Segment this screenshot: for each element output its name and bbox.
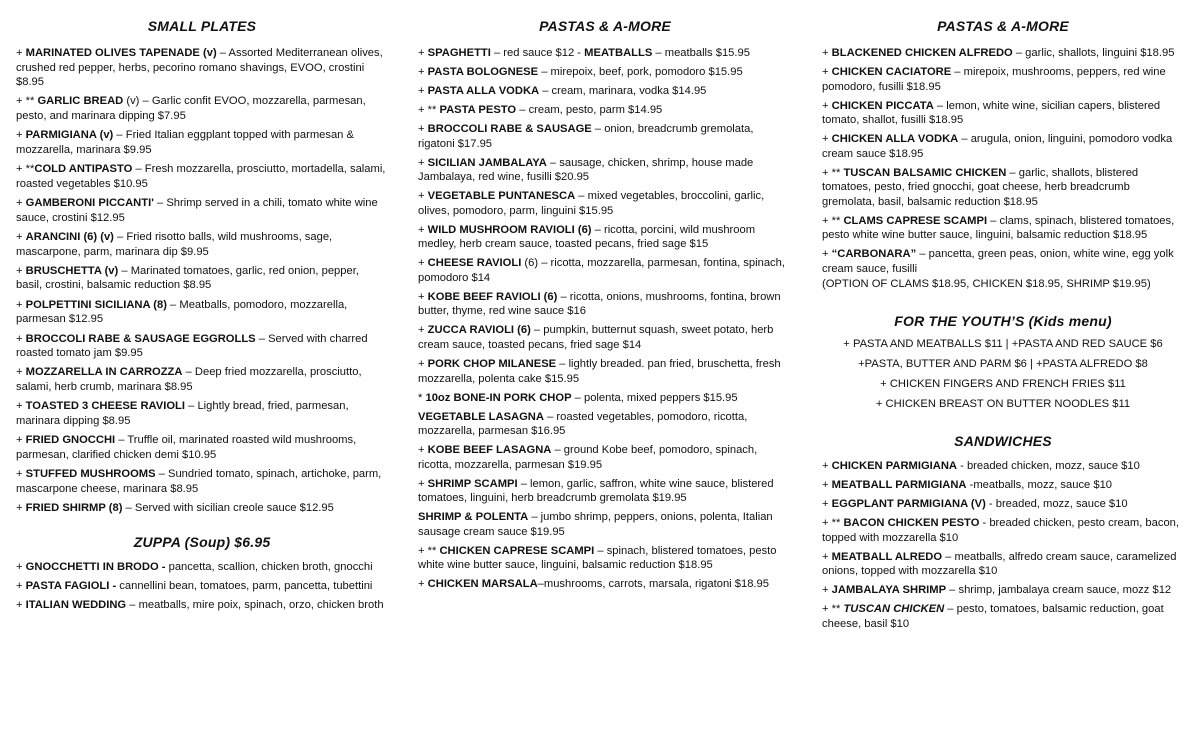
- menu-item: [822, 516, 1184, 545]
- menu-item: [16, 399, 388, 428]
- item-prefix: +: [822, 99, 832, 112]
- item-name: BACON CHICKEN PESTO: [843, 517, 980, 530]
- item-prefix: +: [16, 264, 26, 277]
- section-title-sandwiches: SANDWICHES: [954, 433, 1052, 450]
- item-name: CHICKEN PARMIGIANA: [831, 460, 957, 473]
- item-description: – mixed vegetables, broccolini, garlic, olives, pomodoro, parm, linguini $15.95: [418, 190, 765, 217]
- item-prefix: +: [822, 65, 832, 78]
- item-name: ITALIAN WEDDING: [25, 599, 127, 612]
- item-description: cannellini bean, tomatoes, parm, pancetta, tubettini: [116, 579, 373, 592]
- item-description: – lightly breaded. pan fried, bruschetta, fresh mozzarella, polenta cake $15.95: [418, 357, 781, 385]
- item-name: MEATBALL PARMIGIANA: [831, 479, 967, 492]
- item-name: GAMBERONI PICCANTI': [25, 197, 154, 210]
- item-description: – garlic, shallots, linguini $18.95: [1012, 47, 1175, 59]
- item-prefix: +: [16, 129, 26, 142]
- menu-item: [16, 298, 388, 327]
- item-prefix: +: [16, 400, 26, 413]
- item-name: CHICKEN CACIATORE: [831, 65, 952, 78]
- item-prefix: + **: [16, 163, 35, 176]
- item-description: – cream, marinara, vodka $14.95: [539, 84, 707, 97]
- item-prefix: *: [418, 391, 426, 404]
- item-description: – cream, pesto, parm $14.95: [516, 103, 663, 116]
- item-description: (6) – ricotta, mozzarella, parmesan, fontina, spinach, pomodoro $14: [418, 257, 785, 284]
- item-name: CHEESE RAVIOLI: [427, 257, 522, 270]
- menu-item: [418, 290, 792, 319]
- item-name: COLD ANTIPASTO: [34, 163, 133, 176]
- item-description: – Fresh mozzarella, prosciutto, mortadella, salami, roasted vegetables $10.95: [16, 163, 386, 190]
- item-name: SHRIMP & POLENTA: [418, 511, 529, 524]
- menu-item: [16, 433, 388, 462]
- item-description: – pancetta, green peas, onion, white wine, egg yolk cream sauce, fusilli: [822, 248, 1174, 276]
- menu-column-middle: [418, 0, 792, 596]
- item-name: PASTA FAGIOLI -: [25, 579, 117, 592]
- item-prefix: +: [16, 501, 26, 514]
- menu-item: [418, 156, 792, 185]
- menu-item: [822, 46, 1184, 61]
- menu-item: [418, 103, 792, 118]
- sandwiches-list: [822, 459, 1184, 631]
- item-prefix: + **: [822, 166, 844, 179]
- item-prefix: +: [822, 584, 832, 597]
- item-prefix: +: [822, 248, 832, 261]
- menu-item: [418, 357, 792, 386]
- menu-item: [418, 410, 792, 439]
- item-name: ZUCCA RAVIOLI (6): [427, 324, 531, 337]
- menu-item: [418, 544, 792, 573]
- item-prefix: + **: [822, 214, 844, 227]
- item-description: – pesto, tomatoes, balsamic reduction, goat cheese, basil $10: [822, 603, 1164, 630]
- item-name: POLPETTINI SICILIANA (8): [25, 298, 167, 311]
- item-description: – sausage, chicken, shrimp, house made Jambalaya, red wine, fusilli $20.95: [418, 156, 754, 184]
- menu-item: [418, 577, 792, 592]
- menu-item: [418, 189, 792, 218]
- item-name: ARANCINI (6) (v): [25, 230, 114, 243]
- item-name: WILD MUSHROOM RAVIOLI (6): [427, 223, 592, 236]
- item-description: – Assorted Mediterranean olives, crushed red pepper, herbs, pecorino romano shavings, EVOO, crostini $8.95: [16, 47, 383, 89]
- item-description: – Deep fried mozzarella, prosciutto, salami, herb crumb, marinara $8.95: [16, 366, 362, 394]
- kids-menu-line: + CHICKEN FINGERS AND FRENCH FRIES $11: [880, 377, 1126, 390]
- item-prefix: +: [16, 47, 26, 59]
- item-description: – clams, spinach, blistered tomatoes, pesto white wine butter sauce, linguini, balsamic reduction $18.95: [822, 214, 1175, 242]
- item-description: – shrimp, jambalaya cream sauce, mozz $12: [946, 584, 1172, 597]
- item-prefix: +: [418, 257, 428, 270]
- item-description: – spinach, blistered tomatoes, pesto white wine butter sauce, linguini, balsamic reduction $18.95: [418, 544, 777, 572]
- item-prefix: +: [16, 468, 26, 481]
- menu-item: [822, 459, 1184, 474]
- item-description: – Served with sicilian creole sauce $12.95: [122, 501, 334, 514]
- item-description: – Meatballs, pomodoro, mozzarella, parmesan $12.95: [16, 298, 348, 326]
- menu-item: [822, 132, 1184, 161]
- menu-item: [16, 230, 388, 259]
- section-title-pastas: PASTAS & A-MORE: [539, 18, 671, 34]
- item-prefix: +: [822, 460, 832, 473]
- item-description: – Fried Italian eggplant topped with parmesan & mozzarella, marinara $9.95: [16, 129, 354, 156]
- pastas-list-2: [822, 46, 1184, 291]
- item-description: -meatballs, mozz, sauce $10: [966, 479, 1113, 492]
- item-name: BLACKENED CHICKEN ALFREDO: [831, 47, 1013, 59]
- menu-item: [822, 550, 1184, 579]
- section-title-small-plates: SMALL PLATES: [147, 18, 257, 34]
- item-name: PASTA PESTO: [439, 103, 517, 116]
- item-description: – lemon, garlic, saffron, white wine sauce, blistered tomatoes, linguini, herb breadcrumb gremolata $19.95: [418, 477, 774, 505]
- item-description: – onion, breadcrumb gremolata, rigatoni $17.95: [418, 122, 754, 150]
- item-prefix: +: [16, 599, 26, 612]
- item-prefix: +: [16, 579, 26, 592]
- item-description: – arugula, onion, linguini, pomodoro vodka cream sauce $18.95: [822, 133, 1173, 160]
- item-prefix: +: [418, 122, 428, 135]
- item-prefix: + **: [822, 517, 844, 530]
- item-description: – Marinated tomatoes, garlic, red onion, pepper, basil, crostini, balsamic reduction $8.95: [16, 264, 359, 292]
- menu-item: [16, 365, 388, 394]
- item-name: TUSCAN CHICKEN: [843, 603, 945, 616]
- item-prefix: +: [822, 133, 832, 146]
- item-name: FRIED GNOCCHI: [25, 434, 116, 447]
- item-prefix: + **: [822, 603, 844, 616]
- item-description: - breaded chicken, pesto cream, bacon, topped with mozzarella $10: [822, 517, 1180, 544]
- item-name: FRIED SHIRMP (8): [25, 501, 123, 514]
- menu-item: [418, 46, 792, 61]
- item-description: – Truffle oil, marinated roasted wild mushrooms, parmesan, clarified chicken demi $10.95: [16, 434, 357, 461]
- item-name: VEGETABLE PUNTANESCA: [427, 190, 576, 203]
- item-prefix: +: [418, 65, 428, 78]
- item-description: – Shrimp served in a chili, tomato white wine sauce, crostini $12.95: [16, 197, 378, 224]
- item-prefix: +: [418, 156, 428, 169]
- item-description: – ricotta, porcini, wild mushroom medley, herb cream sauce, toasted pecans, fried sage $15: [418, 223, 756, 251]
- menu-item: [418, 510, 792, 539]
- item-name: JAMBALAYA SHRIMP: [831, 584, 947, 597]
- item-name: SHRIMP SCAMPI: [427, 477, 518, 490]
- item-name: MARINATED OLIVES TAPENADE (v): [25, 47, 217, 59]
- menu-item: [16, 196, 388, 225]
- menu-item: [16, 598, 388, 613]
- menu-item: [418, 256, 792, 285]
- menu-item: [418, 65, 792, 80]
- menu-item: [822, 65, 1184, 94]
- item-description: – lemon, white wine, sicilian capers, blistered tomato, shallot, fusilli $18.95: [822, 99, 1161, 127]
- item-description: – ricotta, onions, mushrooms, fontina, brown butter, thyme, red wine sauce $16: [418, 290, 781, 318]
- item-prefix: +: [418, 290, 428, 303]
- menu-item: [822, 247, 1184, 291]
- item-name: SPAGHETTI: [427, 47, 491, 59]
- item-description: – meatballs, alfredo cream sauce, caramelized onions, topped with mozzarella $10: [822, 550, 1177, 578]
- item-name: SICILIAN JAMBALAYA: [427, 156, 547, 169]
- section-title-kids: FOR THE YOUTH’S (Kids menu): [894, 313, 1112, 330]
- menu-item: [16, 332, 388, 361]
- item-name: KOBE BEEF LASAGNA: [427, 444, 552, 457]
- menu-item: [16, 501, 388, 516]
- item-name: MOZZARELLA IN CARROZZA: [25, 366, 183, 379]
- menu-item: [822, 602, 1184, 631]
- item-description: – Lightly bread, fried, parmesan, marinara dipping $8.95: [16, 400, 349, 427]
- item-name: CHICKEN MARSALA: [427, 578, 538, 591]
- item-description: – meatballs, mire poix, spinach, orzo, chicken broth: [126, 599, 384, 612]
- item-name: KOBE BEEF RAVIOLI (6): [427, 290, 558, 303]
- kids-menu-line: + PASTA AND MEATBALLS $11 | +PASTA AND RED SAUCE $6: [843, 338, 1163, 351]
- small-plates-list: [16, 46, 388, 516]
- menu-item: [16, 94, 388, 123]
- item-description: - breaded, mozz, sauce $10: [985, 498, 1128, 511]
- menu-item: [822, 166, 1184, 210]
- menu-item: [822, 214, 1184, 243]
- item-prefix: +: [418, 578, 428, 591]
- item-prefix: +: [418, 357, 428, 370]
- item-prefix: +: [418, 444, 428, 457]
- item-prefix: +: [16, 197, 26, 210]
- item-prefix: +: [16, 366, 26, 379]
- item-name: MEATBALL ALREDO: [831, 550, 943, 563]
- item-name: GARLIC BREAD: [37, 95, 124, 108]
- item-prefix: +: [418, 47, 428, 59]
- item-description: – ground Kobe beef, pomodoro, spinach, ricotta, mozzarella, parmesan $19.95: [418, 444, 758, 471]
- item-name: CHICKEN ALLA VODKA: [831, 133, 959, 146]
- item-description: (v) – Garlic confit EVOO, mozzarella, parmesan, pesto, and marinara dipping $7.95: [16, 95, 366, 123]
- item-name: TOASTED 3 CHEESE RAVIOLI: [25, 400, 186, 413]
- item-description: – polenta, mixed peppers $15.95: [571, 391, 738, 404]
- item-description: – Fried risotto balls, wild mushrooms, sage, mascarpone, parm, marinara dip $9.95: [16, 230, 333, 258]
- item-description: – roasted vegetables, pomodoro, ricotta, mozzarella, parmesan $16.95: [418, 410, 748, 438]
- item-prefix: +: [822, 479, 832, 492]
- item-prefix: + **: [418, 103, 440, 116]
- item-description: - breaded chicken, mozz, sauce $10: [957, 460, 1140, 473]
- item-name: PASTA BOLOGNESE: [427, 65, 539, 78]
- menu-item: [418, 122, 792, 151]
- item-description: – garlic, shallots, blistered tomatoes, pesto, fried gnocchi, goat cheese, herb breadcrumb gremolata, basil, balsamic reduction $18.95: [822, 166, 1139, 208]
- menu-item: [16, 467, 388, 496]
- item-options: (OPTION OF CLAMS $18.95, CHICKEN $18.95, SHRIMP $19.95): [822, 277, 1151, 290]
- item-name: BRUSCHETTA (v): [25, 264, 119, 277]
- item-name: STUFFED MUSHROOMS: [25, 468, 156, 481]
- item-description: – red sauce $12 -: [490, 47, 585, 59]
- item-name: PASTA ALLA VODKA: [427, 84, 540, 97]
- item-name: BROCCOLI RABE & SAUSAGE EGGROLLS: [25, 332, 256, 345]
- item-prefix: +: [822, 498, 832, 511]
- menu-item: [822, 497, 1184, 512]
- item-name: CLAMS CAPRESE SCAMPI: [843, 214, 988, 227]
- item-description: – pumpkin, butternut squash, sweet potato, herb cream sauce, toasted pecans, fried sage $14: [418, 324, 774, 351]
- menu-column-right: [822, 0, 1184, 636]
- menu-item: [16, 560, 388, 575]
- item-prefix: +: [418, 324, 428, 337]
- menu-column-left: [16, 0, 388, 617]
- item-description: – Served with charred roasted tomato jam $9.95: [16, 332, 368, 360]
- menu-item: [822, 478, 1184, 493]
- menu-item: [418, 323, 792, 352]
- item-description: pancetta, scallion, chicken broth, gnocchi: [165, 560, 373, 573]
- item-prefix: +: [16, 332, 26, 345]
- item-name: GNOCCHETTI IN BRODO -: [25, 560, 166, 573]
- menu-item: [16, 579, 388, 594]
- item-prefix: +: [418, 190, 428, 203]
- item-name: TUSCAN BALSAMIC CHICKEN: [843, 166, 1007, 179]
- item-prefix: +: [418, 84, 428, 97]
- menu-item: [822, 99, 1184, 128]
- menu-item: [418, 84, 792, 99]
- kids-menu-line: +PASTA, BUTTER AND PARM $6 | +PASTA ALFREDO $8: [858, 358, 1148, 371]
- section-title-zuppa: ZUPPA (Soup) $6.95: [133, 533, 271, 550]
- menu-item: [418, 223, 792, 252]
- section-title-pastas-continued: PASTAS & A-MORE: [937, 18, 1069, 34]
- item-description: – jumbo shrimp, peppers, onions, polenta, Italian sausage cream sauce $19.95: [418, 511, 773, 538]
- item-prefix: +: [16, 298, 26, 311]
- menu-item: [16, 264, 388, 293]
- item-description: – mirepoix, mushrooms, peppers, red wine pomodoro, fusilli $18.95: [822, 65, 1166, 93]
- menu-item: [16, 162, 388, 191]
- item-prefix: +: [16, 560, 26, 573]
- item-prefix: +: [16, 230, 26, 243]
- item-prefix: +: [822, 47, 832, 59]
- item-name: “CARBONARA”: [831, 248, 917, 261]
- item-description: –mushrooms, carrots, marsala, rigatoni $18.95: [537, 578, 769, 591]
- menu-item: [418, 391, 792, 406]
- item-name: PARMIGIANA (v): [25, 129, 114, 142]
- item-prefix: +: [418, 477, 428, 490]
- menu-item: [418, 443, 792, 472]
- menu-item: [16, 128, 388, 157]
- item-prefix: +: [418, 223, 428, 236]
- item-name: BROCCOLI RABE & SAUSAGE: [427, 122, 592, 135]
- item-prefix: +: [16, 434, 26, 447]
- item-name: MEATBALLS: [584, 47, 653, 59]
- menu-item: [16, 46, 388, 90]
- kids-list: [822, 337, 1184, 411]
- item-name: VEGETABLE LASAGNA: [418, 410, 544, 423]
- menu-item: [418, 477, 792, 506]
- item-name: CHICKEN PICCATA: [831, 99, 934, 112]
- item-description: – mirepoix, beef, pork, pomodoro $15.95: [538, 65, 743, 78]
- item-name: CHICKEN CAPRESE SCAMPI: [439, 544, 595, 557]
- item-prefix: +: [822, 550, 832, 563]
- item-name: 10oz BONE-IN PORK CHOP: [425, 391, 572, 404]
- kids-menu-line: + CHICKEN BREAST ON BUTTER NOODLES $11: [875, 397, 1131, 410]
- item-description: – meatballs $15.95: [652, 47, 750, 59]
- item-name: EGGPLANT PARMIGIANA (V): [831, 498, 986, 511]
- zuppa-list: [16, 560, 388, 613]
- menu-item: [822, 583, 1184, 598]
- item-prefix: + **: [418, 544, 440, 557]
- item-name: PORK CHOP MILANESE: [427, 357, 557, 370]
- item-description: – Sundried tomato, spinach, artichoke, parm, mascarpone cheese, marinara $8.95: [16, 468, 382, 495]
- pastas-list-1: [418, 46, 792, 592]
- item-prefix: + **: [16, 95, 38, 108]
